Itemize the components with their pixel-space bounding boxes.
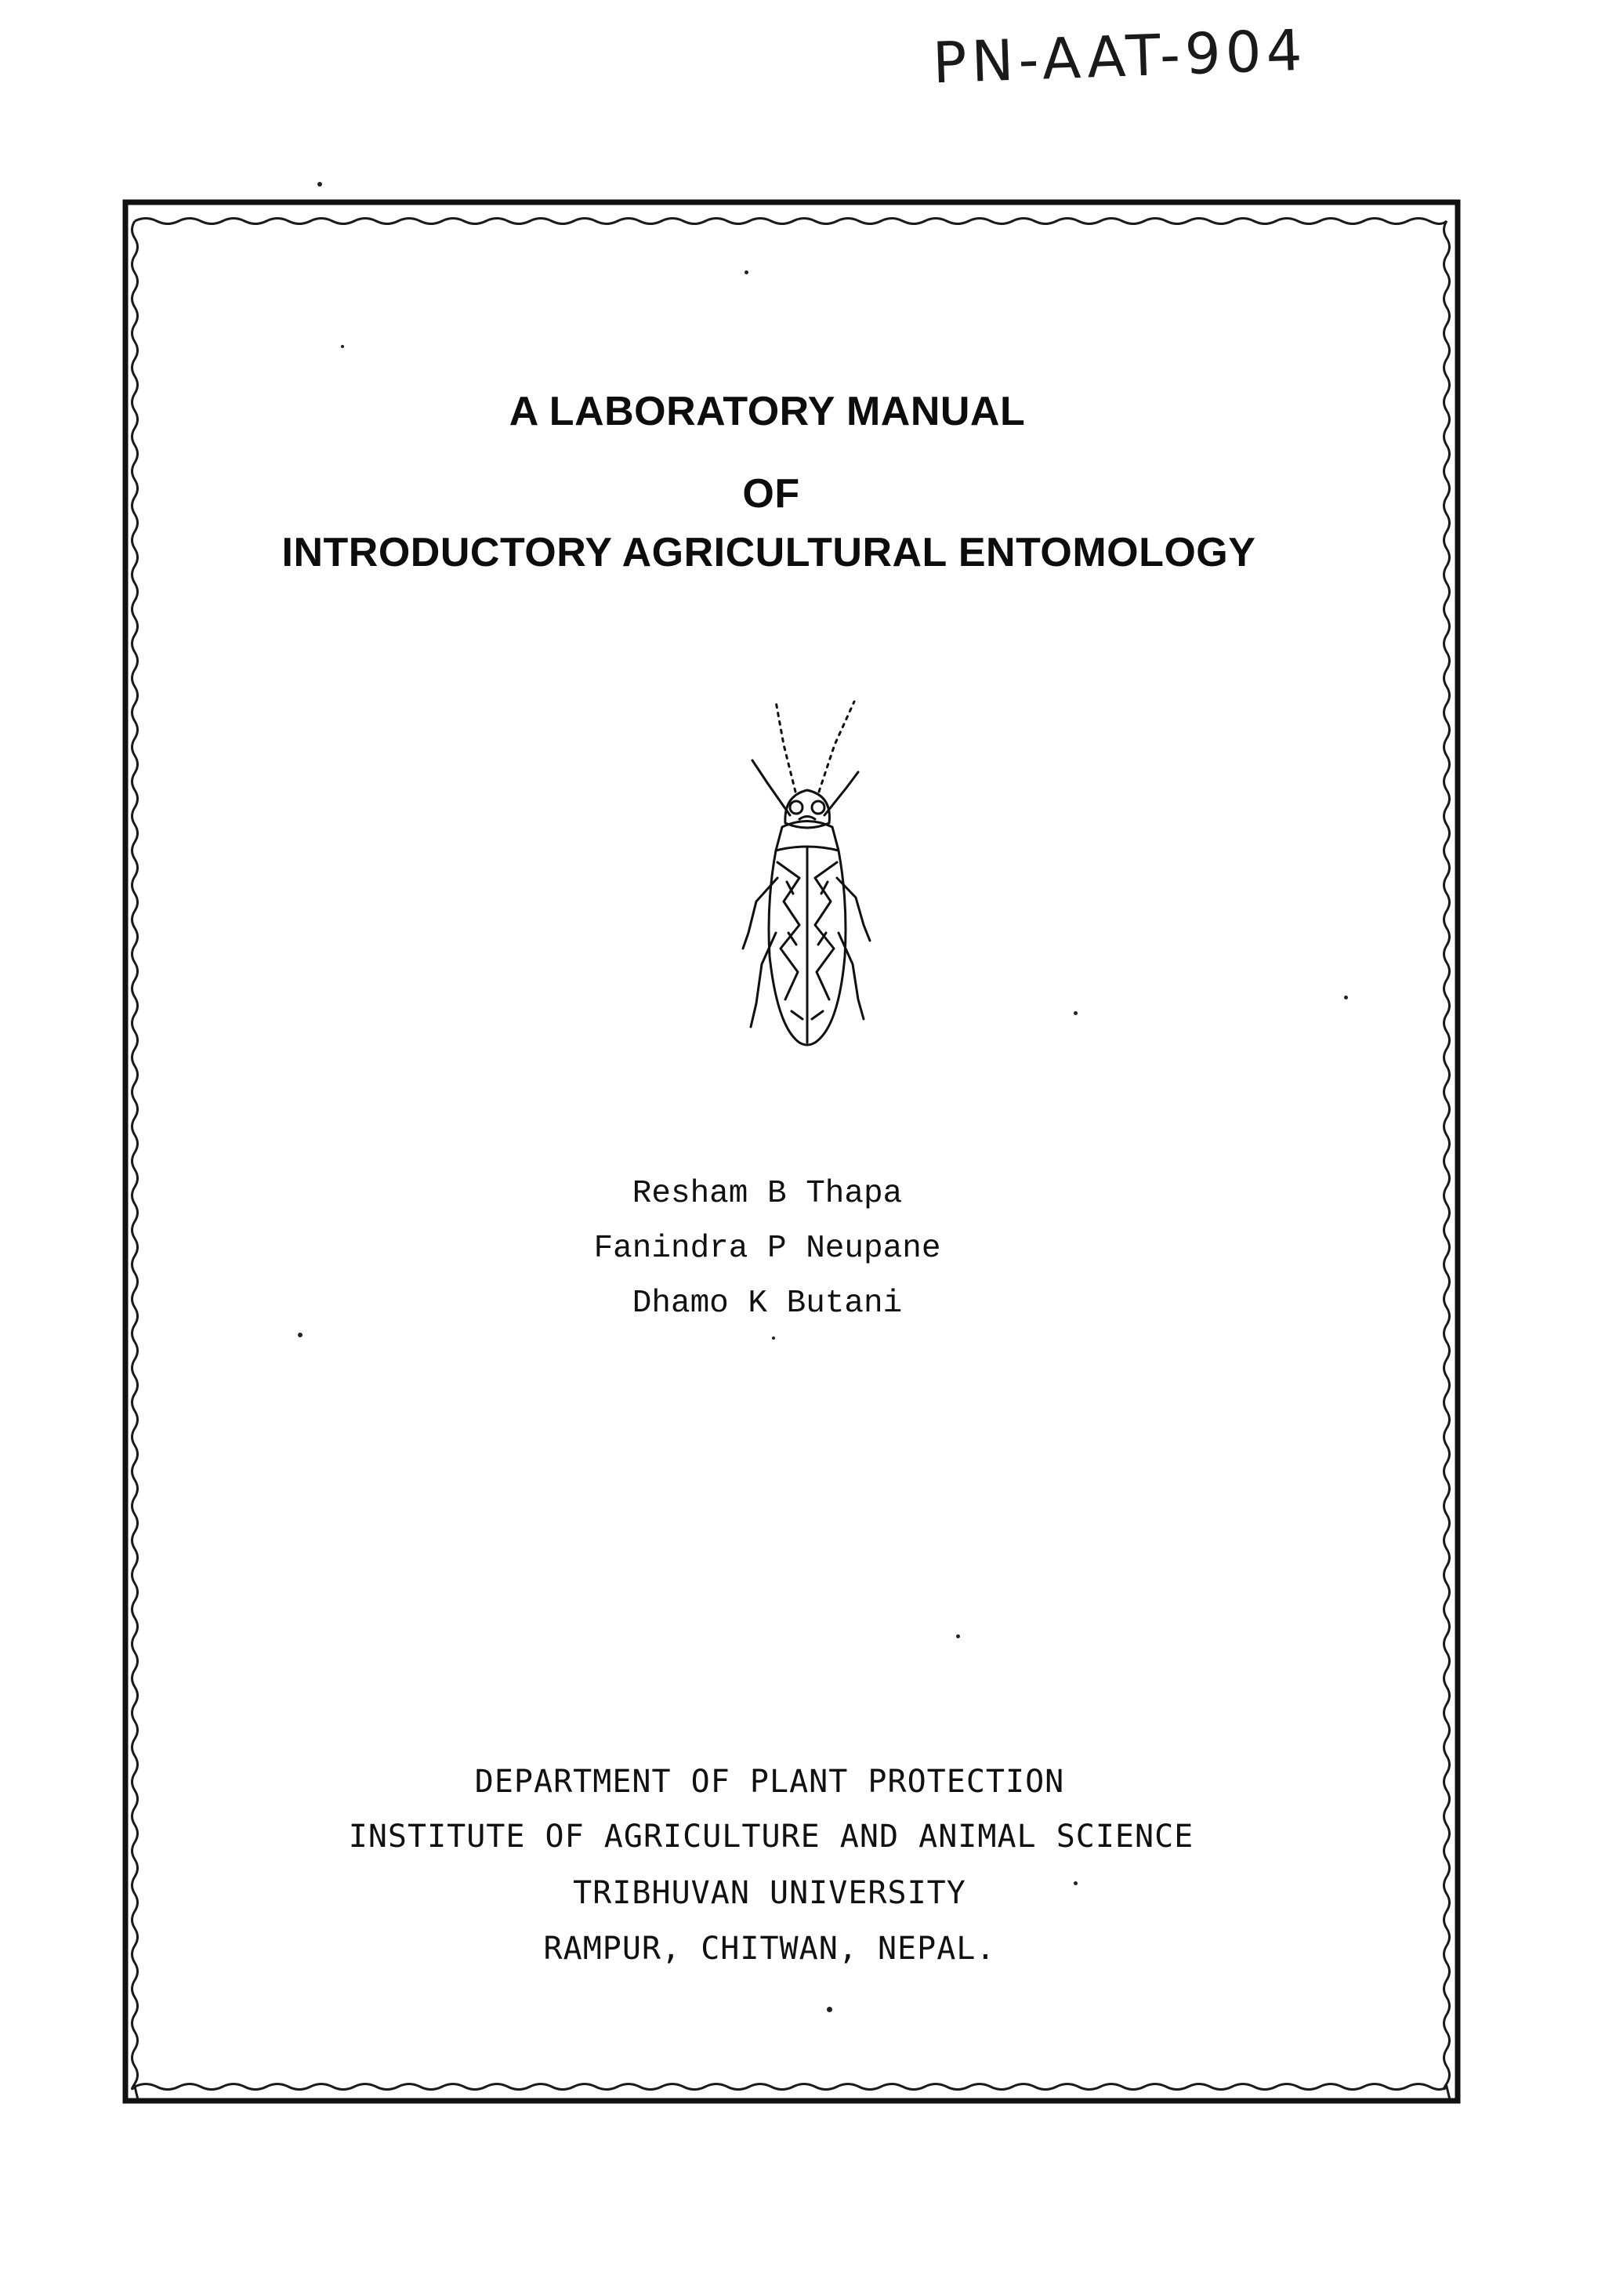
scan-speck — [1074, 1881, 1078, 1885]
title-line-1: A LABORATORY MANUAL — [509, 389, 1026, 434]
title-line-2: OF — [742, 471, 800, 517]
scan-speck — [772, 1337, 775, 1340]
department-name: DEPARTMENT OF PLANT PROTECTION — [474, 1764, 1065, 1800]
author-name: Fanindra P Neupane — [593, 1231, 941, 1267]
author-name: Resham B Thapa — [632, 1176, 903, 1212]
scan-speck — [1344, 996, 1348, 999]
leafhopper-insect-icon — [721, 698, 893, 1050]
scan-speck — [745, 270, 748, 274]
university-name: TRIBHUVAN UNIVERSITY — [573, 1875, 966, 1911]
author-name: Dhamo K Butani — [632, 1286, 903, 1322]
location: RAMPUR, CHITWAN, NEPAL. — [543, 1931, 996, 1967]
scan-speck — [827, 2007, 832, 2012]
title-line-3: INTRODUCTORY AGRICULTURAL ENTOMOLOGY — [281, 530, 1256, 575]
scan-speck — [341, 345, 344, 348]
scan-speck — [956, 1634, 960, 1638]
scan-speck — [317, 182, 322, 187]
institute-name: INSTITUTE OF AGRICULTURE AND ANIMAL SCIENCE — [348, 1819, 1194, 1855]
scan-speck — [1074, 1011, 1078, 1015]
document-id: PN-AAT-904 — [931, 16, 1308, 96]
scan-speck — [298, 1333, 303, 1337]
